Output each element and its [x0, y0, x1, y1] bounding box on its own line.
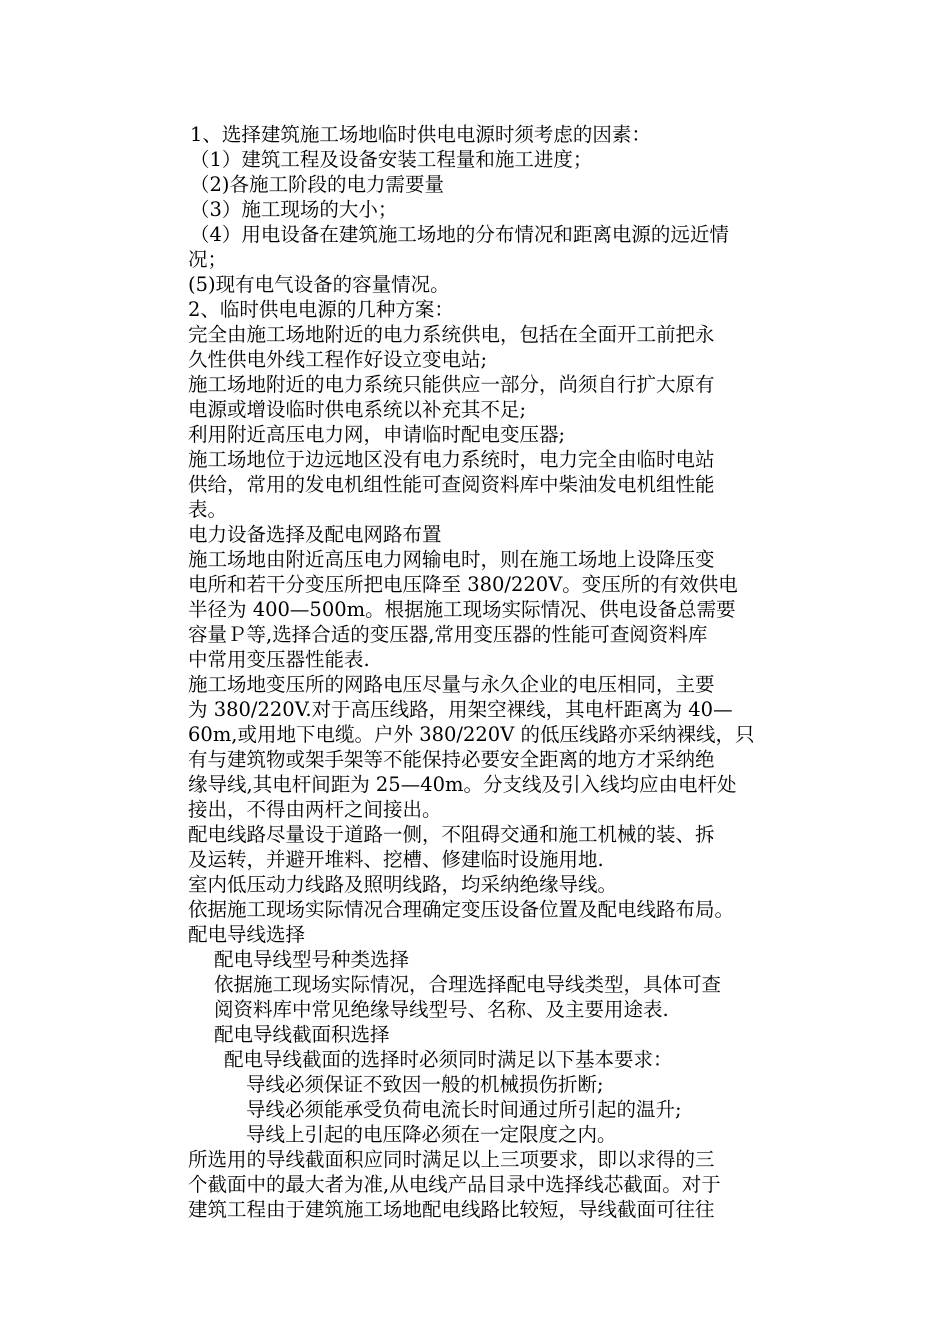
text-line: 所选用的导线截面积应同时满足以上三项要求，即以求得的三 [188, 1148, 715, 1171]
text-line: 2、临时供电电源的几种方案： [188, 298, 454, 321]
text-line: 电力设备选择及配电网路布置 [188, 523, 442, 546]
text-line: 室内低压动力线路及照明线路，均采纳绝缘导线。 [188, 873, 618, 896]
text-line: 配电线路尽量设于道路一侧，不阻碍交通和施工机械的装、拆 [188, 823, 715, 846]
text-line: 及运转，并避开堆料、挖槽、修建临时设施用地. [188, 848, 604, 871]
text-line: 配电导线型号种类选择 [214, 948, 410, 971]
text-line: 施工场地由附近高压电力网输电时，则在施工场地上设降压变 [188, 548, 715, 571]
text-line: 个截面中的最大者为准,从电线产品目录中选择线芯截面。对于 [188, 1173, 721, 1196]
text-line: 供给，常用的发电机组性能可查阅资料库中柴油发电机组性能 [188, 473, 715, 496]
text-line: 利用附近高压电力网，申请临时配电变压器; [188, 423, 566, 446]
document-body [188, 122, 810, 1222]
text-line: 久性供电外线工程作好设立变电站; [188, 348, 488, 371]
text-line: 施工场地位于边远地区没有电力系统时，电力完全由临时电站 [188, 448, 715, 471]
text-line: 电源或增设临时供电系统以补充其不足; [188, 398, 527, 421]
text-line: 有与建筑物或架手架等不能保持必要安全距离的地方才采纳绝 [188, 748, 715, 771]
text-line: 建筑工程由于建筑施工场地配电线路比较短，导线截面可往往 [188, 1198, 715, 1221]
text-line: 电所和若干分变压所把电压降至 380/220V。变压所的有效供电 [188, 573, 738, 596]
text-line: （1）建筑工程及设备安装工程量和施工进度； [190, 148, 593, 171]
text-line: 阅资料库中常见绝缘导线型号、名称、及主要用途表. [214, 998, 669, 1021]
text-line: 60m,或用地下电缆。户外 380/220V 的低压线路亦采纳裸线，只 [188, 723, 755, 746]
text-line: 导线必须保证不致因一般的机械损伤折断; [246, 1073, 604, 1096]
text-line: 依据施工现场实际情况，合理选择配电导线类型，具体可查 [214, 973, 722, 996]
text-line: 施工场地附近的电力系统只能供应一部分，尚须自行扩大原有 [188, 373, 715, 396]
text-line: 完全由施工场地附近的电力系统供电，包括在全面开工前把永 [188, 323, 715, 346]
text-line: 导线必须能承受负荷电流长时间通过所引起的温升; [246, 1098, 682, 1121]
text-line: 导线上引起的电压降必须在一定限度之内。 [246, 1123, 617, 1146]
text-line: 配电导线选择 [188, 923, 306, 946]
text-line: （3）施工现场的大小； [190, 198, 398, 221]
text-line: 配电导线截面的选择时必须同时满足以下基本要求： [224, 1048, 673, 1071]
text-line: 半径为 400—500m。根据施工现场实际情况、供电设备总需要 [188, 598, 736, 621]
text-line: （4）用电设备在建筑施工场地的分布情况和距离电源的远近情 [190, 223, 729, 246]
text-line: 接出，不得由两杆之间接出。 [188, 798, 442, 821]
text-line: 况； [188, 248, 228, 271]
text-line: 1、选择建筑施工场地临时供电电源时须考虑的因素： [190, 123, 651, 146]
text-line: 依据施工现场实际情况合理确定变压设备位置及配电线路布局。 [188, 898, 735, 921]
text-line: 容量Ｐ等,选择合适的变压器,常用变压器的性能可查阅资料库 [188, 623, 708, 646]
text-line: 表。 [188, 498, 228, 521]
text-line: 中常用变压器性能表. [188, 648, 370, 671]
text-line: （2)各施工阶段的电力需要量 [190, 173, 445, 196]
text-line: 缘导线,其电杆间距为 25—40m。分支线及引入线均应由电杆处 [188, 773, 737, 796]
text-line: 配电导线截面积选择 [214, 1023, 390, 1046]
text-line: (5)现有电气设备的容量情况。 [188, 273, 450, 296]
text-line: 施工场地变压所的网路电压尽量与永久企业的电压相同，主要 [188, 673, 715, 696]
text-line: 为 380/220V.对于高压线路，用架空裸线，其电杆距离为 40— [188, 698, 733, 721]
